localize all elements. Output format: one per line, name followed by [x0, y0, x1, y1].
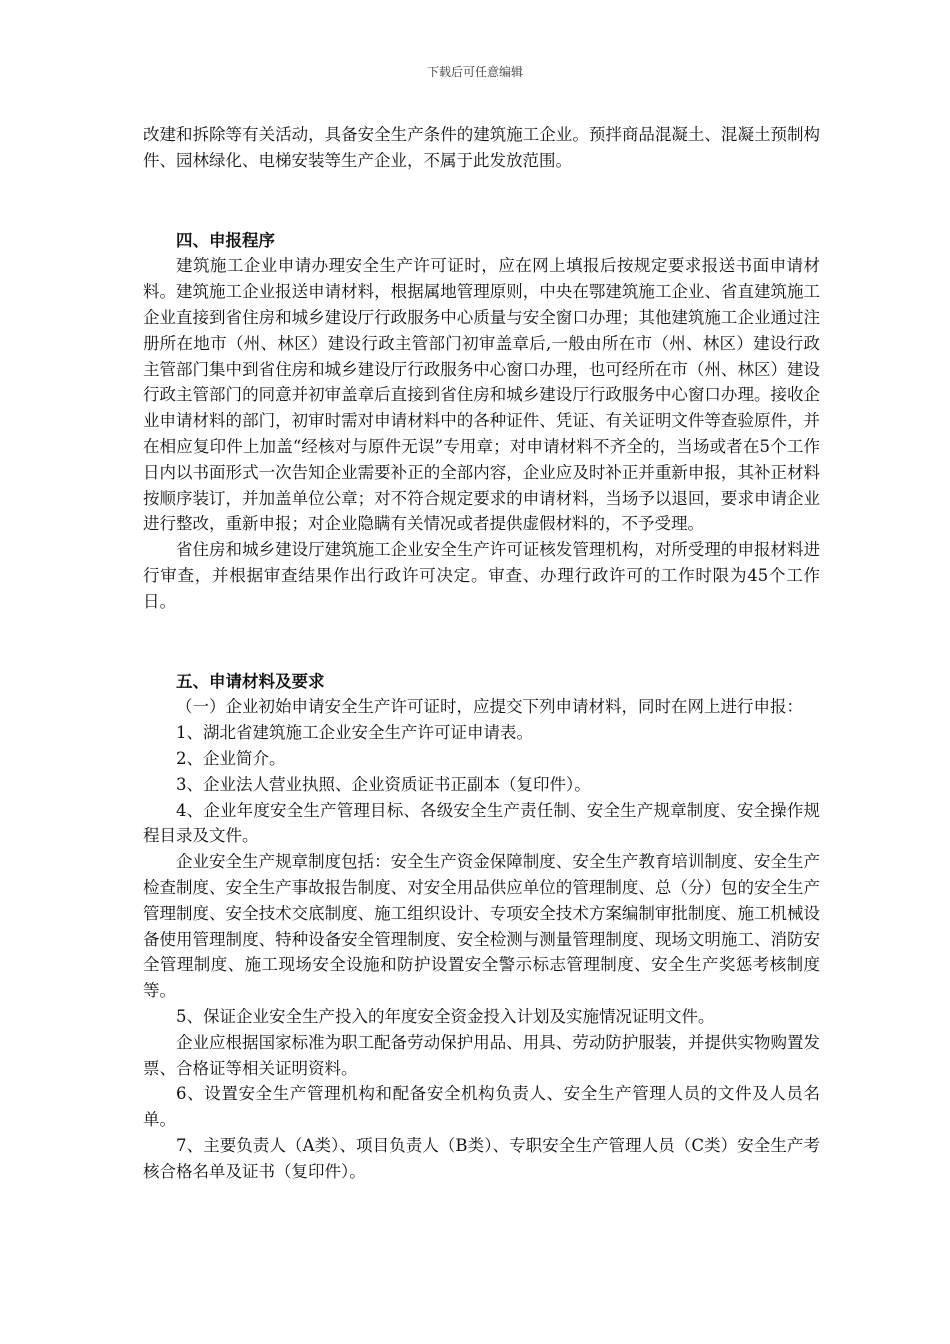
- section-5-list-item: 3、企业法人营业执照、企业资质证书正副本（复印件）。: [176, 774, 591, 794]
- section-5-list-item: 1、湖北省建筑施工企业安全生产许可证申请表。: [176, 723, 533, 743]
- section-5-heading: 五、申请材料及要求: [176, 671, 325, 691]
- spacer: [143, 174, 820, 228]
- page-header-note: 下载后可任意编辑: [426, 65, 523, 79]
- intro-paragraph: 改建和拆除等有关活动，具备安全生产条件的建筑施工企业。预拌商品混凝土、混凝土预制构件、园林绿化、电梯安装等生产企业，不属于此发放范围。: [143, 125, 820, 170]
- section-4-heading: 四、申报程序: [176, 230, 275, 250]
- section-5-paragraph: （一）企业初始申请安全生产许可证时，应提交下列申请材料，同时在网上进行申报：: [176, 697, 803, 717]
- section-5-list-item: 6、设置安全生产管理机构和配备安全机构负责人、安全生产管理人员的文件及人员名单。: [143, 1084, 820, 1130]
- section-5-paragraph: 企业安全生产规章制度包括：安全生产资金保障制度、安全生产教育培训制度、安全生产检查制度、安全生产事故报告制度、对安全用品供应单位的管理制度、总（分）包的安全生产管理制度、安全技术交底制度、施工组织设计、专项安全技术方案编制审批制度、施工机械设备使用管理制度、特种设备安全管理制度、安全检测与测量管理制度、现场文明施工、消防安全管理制度、施工现场安全设施和防护设置安全警示标志管理制度、安全生产奖惩考核制度等。: [143, 852, 820, 1001]
- section-4-paragraph: 建筑施工企业申请办理安全生产许可证时，应在网上填报后按规定要求报送书面申请材料。建筑施工企业报送申请材料，根据属地管理原则，中央在鄂建筑施工企业、省直建筑施工企业直接到省住房和城乡建设厅行政服务中心质量与安全窗口办理；其他建筑施工企业通过注册所在地市（州、林区）建设行政主管部门初审盖章后,一般由所在市（州、林区）建设行政主管部门集中到省住房和城乡建设厅行政服务中心窗口办理，也可经所在市（州、林区）建设行政主管部门的同意并初审盖章后直接到省住房和城乡建设厅行政服务中心窗口办理。接收企业申请材料的部门，初审时需对申请材料中的各种证件、凭证、有关证明文件等查验原件，并在相应复印件上加盖“经核对与原件无误”专用章；对申请材料不齐全的，当场或者在5个工作日内以书面形式一次告知企业需要补正的全部内容，企业应及时补正并重新申报，其补正材料按顺序装订，并加盖单位公章；对不符合规定要求的申请材料，当场予以退回，要求申请企业进行整改，重新申报；对企业隐瞒有关情况或者提供虚假材料的，不予受理。: [143, 256, 820, 534]
- section-5-list-item: 4、企业年度安全生产管理目标、各级安全生产责任制、安全生产规章制度、安全操作规程目录及文件。: [143, 800, 820, 846]
- spacer: [143, 615, 820, 669]
- section-4-paragraph: 省住房和城乡建设厅建筑施工企业安全生产许可证核发管理机构，对所受理的申报材料进行审查，并根据审查结果作出行政许可决定。审查、办理行政许可的工作时限为45个工作日。: [143, 540, 820, 611]
- document-body: [143, 122, 820, 1184]
- section-5-list-item: 2、企业简介。: [176, 748, 286, 768]
- section-5-list-item: 5、保证企业安全生产投入的年度安全资金投入计划及实施情况证明文件。: [176, 1006, 715, 1026]
- section-5-list-item: 7、主要负责人（A类）、项目负责人（B类）、专职安全生产管理人员（C类）安全生产考核合格名单及证书（复印件）。: [143, 1135, 820, 1181]
- section-5-paragraph: 企业应根据国家标准为职工配备劳动保护用品、用具、劳动防护服装，并提供实物购置发票、合格证等相关证明资料。: [143, 1032, 820, 1078]
